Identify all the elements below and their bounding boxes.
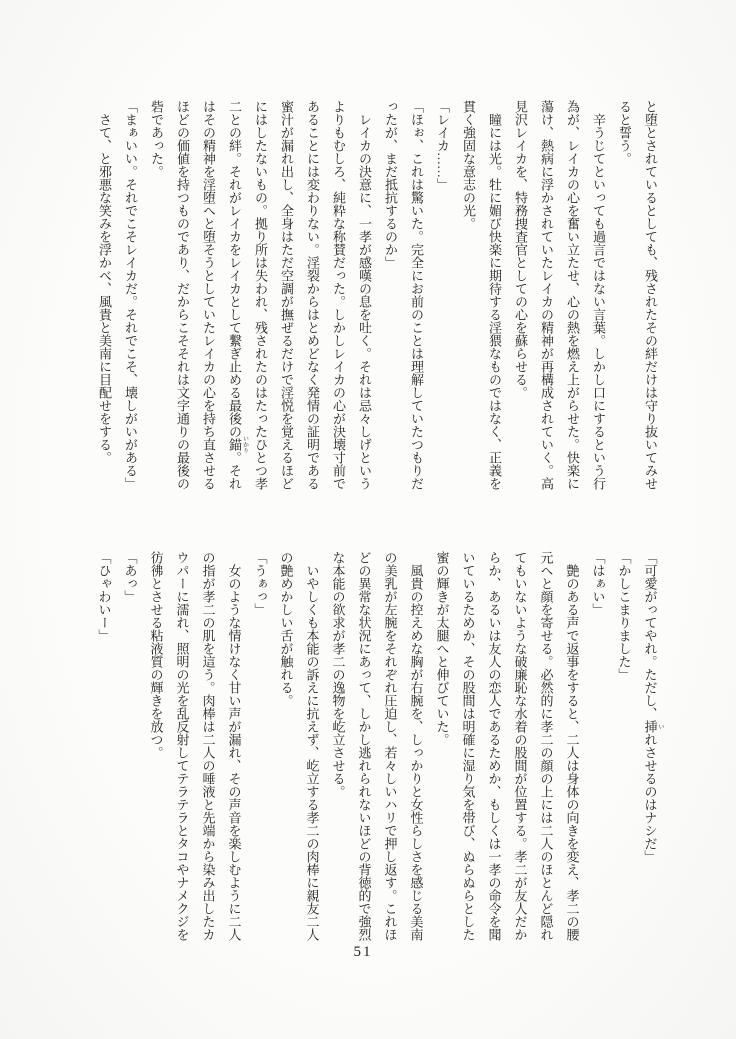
page-number: 51 [353,944,373,960]
paragraph: 女のような情けなく甘い声が漏れ、その声音を楽しむように二人の指が孝二の肌を這う。肉棒は二人の唾液と先端から染み出したカウパーに濡れ、照明の光を乱反射してテラテラとタコやナメクジを彷彿とさせる粘液質の輝きを放つ。 [148,551,242,941]
paragraph: さて、と邪悪な笑みを浮かべ、風貴と美南に目配せをする。 [97,113,112,464]
paragraph: 「レイカ……」 [435,100,450,191]
paragraph: 「うぁっ」 [252,551,268,616]
paragraph: 「あっ」 [122,551,138,603]
paragraph: と堕とされているとしても、残されたその絆だけは守り抜いてみせると誓う。 [617,100,658,490]
paragraph: 「ひゃわいー」 [96,551,112,642]
paragraph: 辛うじてといっても過言ではない言葉。しかし口にするという行為が、レイカの心を奮い立たせ、心の熱を燃え上がらせた。快楽に蕩け、熱病に浮かされていたレイカの精神が再構成されていく。高見沢レイカを、特務捜査官としての心を蘇らせる。 [513,100,606,490]
ruby-annotated-word: 錨 いかり [227,435,248,454]
text-block-bottom [91,551,664,947]
paragraph: 風貴の控えめな胸が右腕を、しっかりと女性らしさを感じる美南の美乳が左腕をそれぞれ圧迫し、若々しいハリで押し返す。これほどの異常な状況にあって、しかし逃れられないほどの背徳的で強烈な本能の欲求が孝二の逸物を屹立させる。 [330,551,424,941]
ruby-annotated-word: 挿 い [642,720,663,733]
paragraph: 「まぁいい。それでこそレイカだ。それでこそ、壊しがいがある」 [123,100,138,490]
paragraph: 瞳には光。牡に媚び快楽に期待する淫猥なものではなく、正義を貫く強固な意志の光。 [461,100,502,490]
paragraph: いやしくも本能の訴えに抗えず、屹立する孝二の肉棒に親友二人の艶めかしい舌が触れる。 [278,551,320,941]
paragraph: 「可愛がってやれ。ただし、挿 いれさせるのはナシだ」 [642,551,663,863]
paragraph: レイカの決意に、一孝が感嘆の息を吐く。それは忌々しげというよりもむしろ、純粋な称賛だった。しかしレイカの心が決壊寸前であることには変わりない。淫裂からはとめどなく発情の証明である蜜汁が漏れ出し、全身はただ空調が撫ぜるだけで淫悦を覚えるほどにはしたないもの。拠り所は失われ、残されたのはたったひとつ孝二との絆。それがレイカをレイカとして繋ぎ止める最後の錨 いかり。それはその精神を淫堕へと堕そうとしていたレイカの心を持ち直させるほどの価値を持つものであり、だからこそそれは文字通りの最後の砦であった。 [149,100,372,490]
paragraph: 「かしこまりました」 [616,551,632,681]
paragraph: 「はぁい」 [590,551,606,616]
text-block-top [91,100,663,496]
paragraph: 「ほぉ、これは驚いた。完全にお前のことは理解していたつもりだったが、まだ抵抗するのか」 [383,100,424,490]
paragraph: 艶のある声で返事をすると、二人は身体の向きを変え、孝二の腰元へと顔を寄せる。必然的に孝二の顔の上には二人のほとんど隠れてもいないような破廉恥な水着の股間が位置する。孝二が友人だからか、あるいは友人の恋人であるためか、もしくは一孝の命令を聞いているためか、その股間は明確に湿り気を帯び、ぬらぬらとした蜜の輝きが太腿へと伸びていた。 [434,551,580,941]
